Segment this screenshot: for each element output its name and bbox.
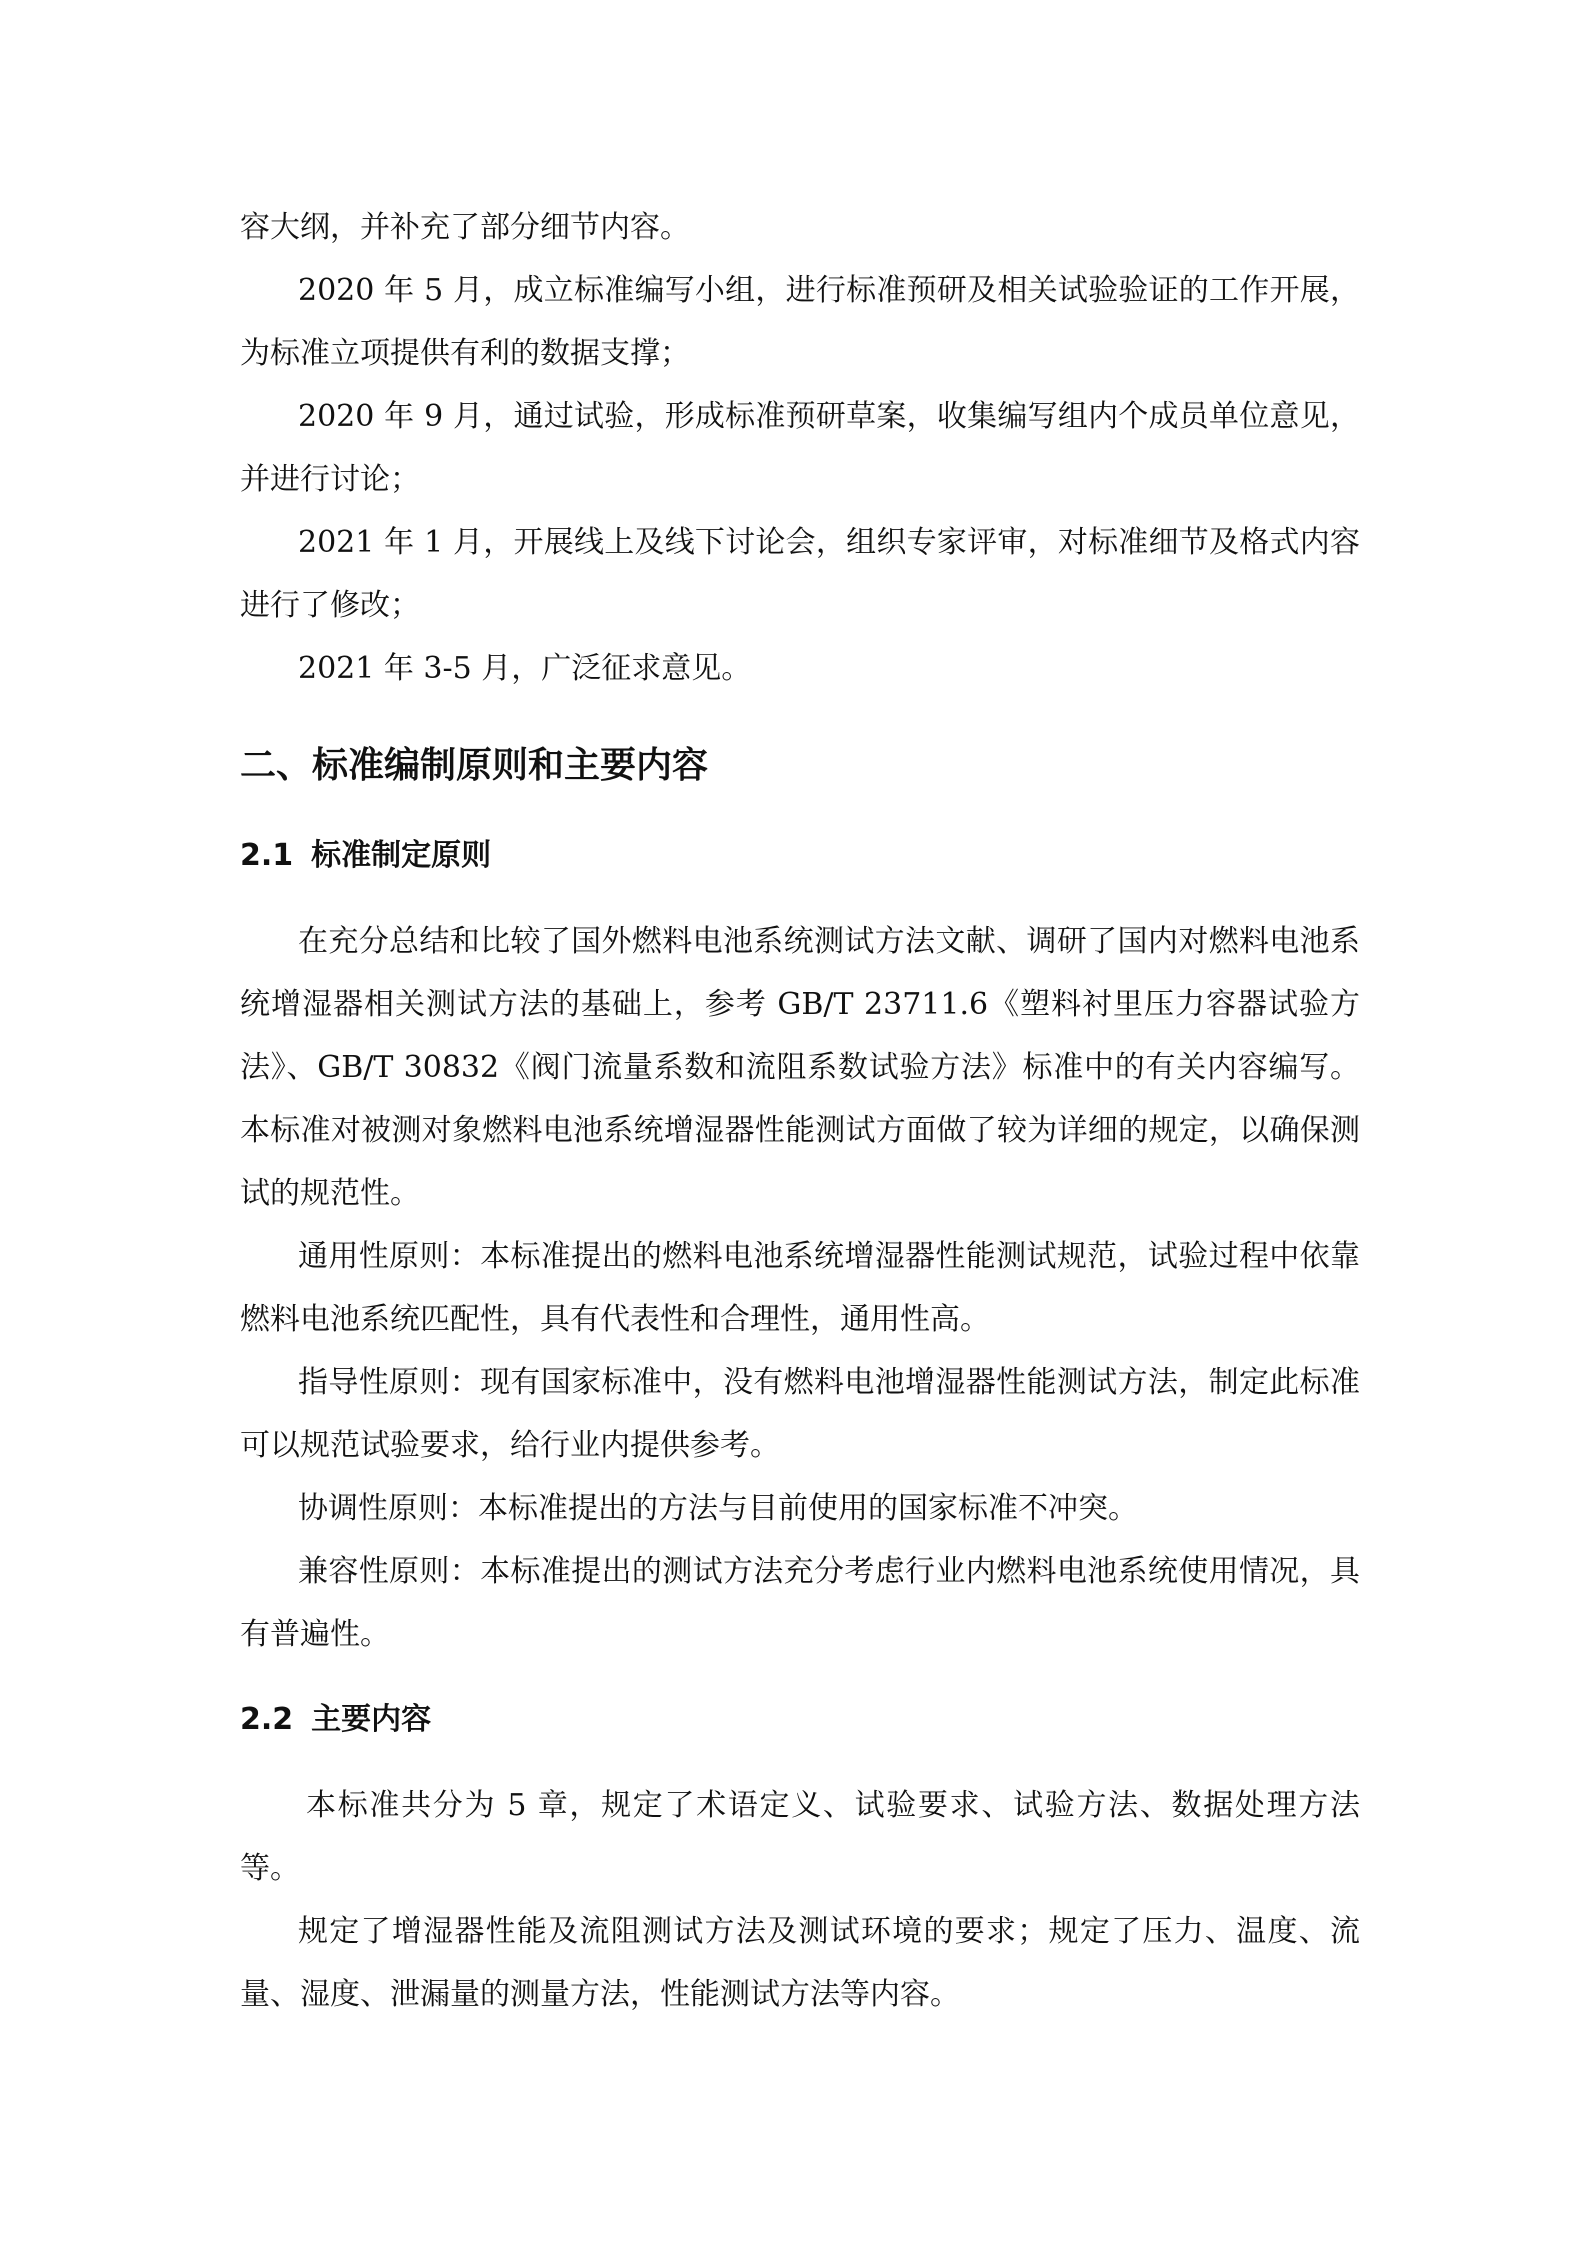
- section-heading-2: 二、标准编制原则和主要内容: [240, 745, 709, 786]
- paragraph-coordination: 协调性原则：本标准提出的方法与目前使用的国家标准不冲突。: [298, 1491, 1138, 1526]
- subsection-heading-2-1: [240, 836, 1360, 876]
- paragraph-intro-continuation: 容大纲，并补充了部分细节内容。: [240, 210, 690, 245]
- paragraph-2020-05: 2020 年 5 月，成立标准编写小组，进行标准预研及相关试验验证的工作开展，为标准立项提供有利的数据支撑；: [240, 273, 1360, 371]
- subsection-title: 主要内容: [311, 1702, 432, 1737]
- subsection-title: 标准制定原则: [311, 838, 492, 873]
- subsection-number: 2.2: [240, 1702, 294, 1737]
- paragraph-guidance: 指导性原则：现有国家标准中，没有燃料电池增湿器性能测试方法，制定此标准可以规范试验要求，给行业内提供参考。: [240, 1365, 1360, 1463]
- paragraph-principle-intro: 在充分总结和比较了国外燃料电池系统测试方法文献、调研了国内对燃料电池系统增湿器相关测试方法的基础上，参考 GB/T 23711.6《塑料衬里压力容器试验方法》、GB/T 30832《阀门流量系数和流阻系数试验方法》标准中的有关内容编写。本标准对被测对象燃料电池系统增湿器性能测试方面做了较为详细的规定，以确保测试的规范性。: [240, 924, 1360, 1211]
- paragraph-2020-09: 2020 年 9 月，通过试验，形成标准预研草案，收集编写组内个成员单位意见，并进行讨论；: [240, 399, 1360, 497]
- subsection-number: 2.1: [240, 838, 294, 873]
- paragraph-2021-01: 2021 年 1 月，开展线上及线下讨论会，组织专家评审，对标准细节及格式内容进行了修改；: [240, 525, 1360, 623]
- paragraph-chapters: 本标准共分为 5 章，规定了术语定义、试验要求、试验方法、数据处理方法等。: [240, 1788, 1360, 1886]
- subsection-body-2-2: [240, 1774, 1360, 2026]
- paragraph-2021-03: 2021 年 3-5 月，广泛征求意见。: [298, 651, 752, 686]
- paragraph-generality: 通用性原则：本标准提出的燃料电池系统增湿器性能测试规范，试验过程中依靠燃料电池系统匹配性，具有代表性和合理性，通用性高。: [240, 1239, 1360, 1337]
- document-page: [240, 196, 1360, 2026]
- paragraph-requirements: 规定了增湿器性能及流阻测试方法及测试环境的要求；规定了压力、温度、流量、湿度、泄漏量的测量方法，性能测试方法等内容。: [240, 1914, 1360, 2012]
- subsection-heading-2-2: [240, 1700, 1360, 1740]
- subsection-body-2-1: [240, 910, 1360, 1666]
- paragraph-compatibility: 兼容性原则：本标准提出的测试方法充分考虑行业内燃料电池系统使用情况，具有普遍性。: [240, 1554, 1360, 1652]
